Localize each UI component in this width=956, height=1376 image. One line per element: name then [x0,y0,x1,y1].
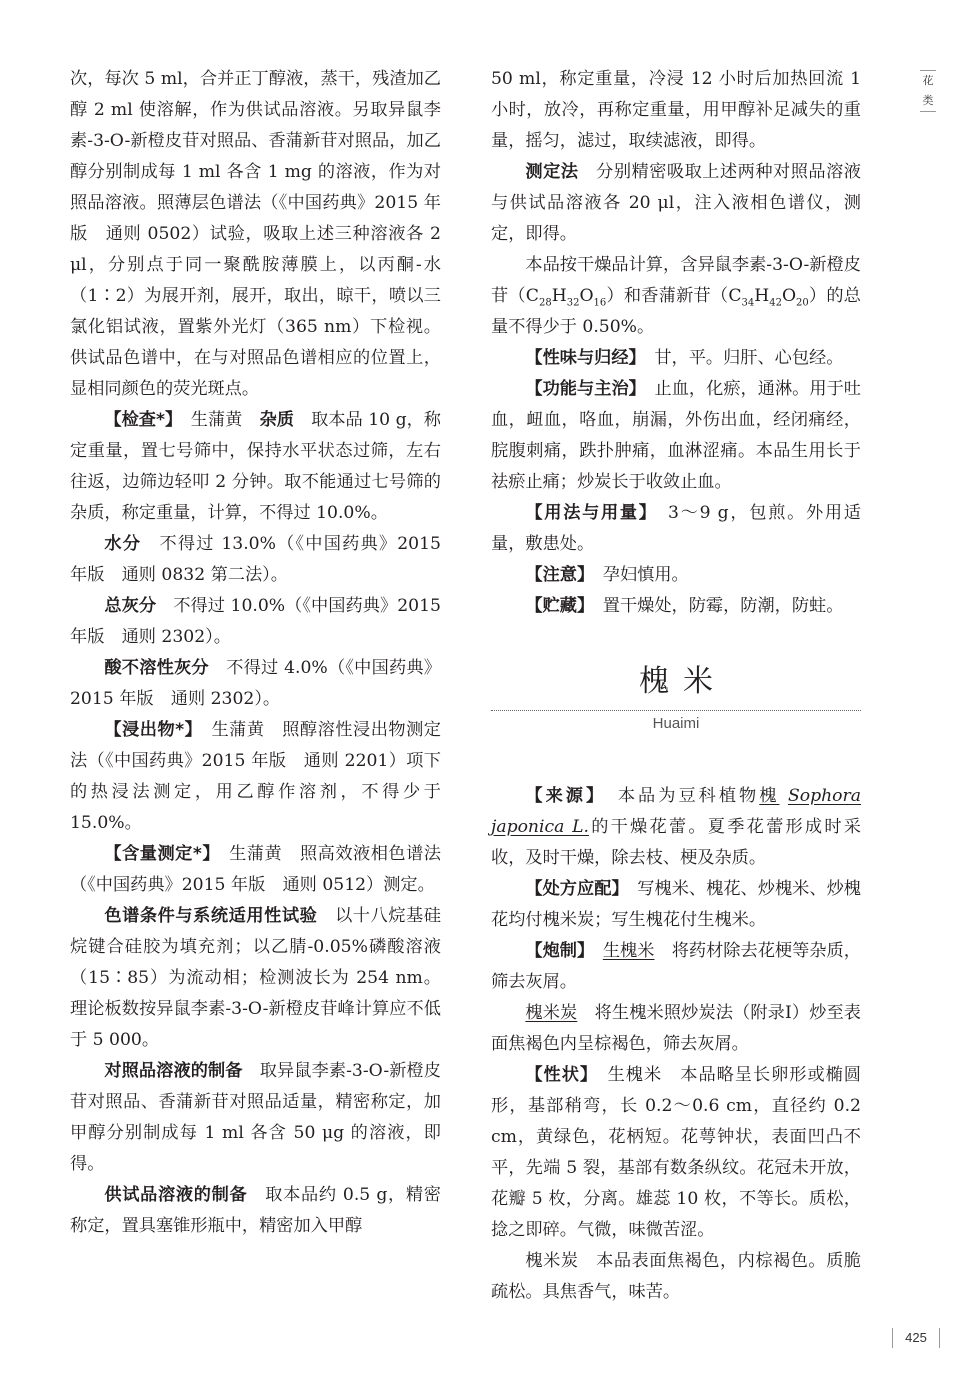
monograph-title-block [491,662,861,737]
sub-heading: 槐米炭 [525,1003,578,1023]
paragraph [70,901,441,1056]
section-heading-dosage: 【用法与用量】 [525,503,650,523]
text-run: O [781,286,797,306]
right-column [491,64,861,1308]
paragraph [491,560,861,591]
section-heading-check: 【检查*】 [104,410,174,430]
text-run: 的干燥花蕾。夏季花蕾形成时采收，及时干燥，除去枝、梗及杂质。 [491,817,861,868]
paragraph [70,591,441,653]
paragraph [491,1060,861,1246]
section-heading-description: 【性状】 [525,1065,590,1085]
paragraph-text: 不得过 10.0%（《中国药典》2015 年版 通则 2302）。 [70,596,441,647]
paragraph-text: 3～9 g，包煎。外用适量，敷患处。 [491,503,861,554]
item-heading: 酸不溶性灰分 [104,658,209,678]
paragraph-text: 照高效液相色谱法（《中国药典》2015 年版 通则 0512）测定。 [70,844,441,895]
subscript: 20 [796,297,809,309]
paragraph-text: 取本品约 0.5 g，精密称定，置具塞锥形瓶中，精密加入甲醇 [70,1185,441,1236]
paragraph [491,343,861,374]
sub-heading: 生槐米 [607,1065,663,1085]
paragraph [70,1180,441,1242]
paragraph [70,715,441,839]
paragraph [491,874,861,936]
section-tab-char-2: 类 [922,94,934,107]
text-run: ）的总量不得少于 0.50%。 [491,286,861,337]
text-run: ）和香蒲新苷（C [606,286,742,306]
left-column [70,64,441,1242]
section-heading-caution: 【注意】 [525,565,586,585]
sub-heading: 生蒲黄 [229,844,283,864]
paragraph-text: 止血，化瘀，通淋。用于吐血，衄血，咯血，崩漏，外伤出血，经闭痛经，脘腹刺痛，跌扑肿痛，血淋涩痛。本品生用长于祛瘀止痛；炒炭长于收敛止血。 [491,379,861,492]
section-heading-prescription: 【处方应配】 [525,879,621,899]
paragraph-text: 取本品 10 g，称定重量，置七号筛中，保持水平状态过筛，左右往返，边筛边轻叩 2 分钟。取不能通过七号筛的杂质，称定重量，计算，不得过 10.0%。 [70,410,441,523]
paragraph-text: 孕妇慎用。 [602,565,689,585]
paragraph [491,936,861,998]
section-heading-extract: 【浸出物*】 [104,720,194,740]
paragraph [491,157,861,250]
section-heading-function: 【功能与主治】 [525,379,638,399]
latin-name: Sophora japonica L. [491,786,861,837]
paragraph-text: 本品略呈长卵形或椭圆形，基部稍弯，长 0.2～0.6 cm，直径约 0.2 cm，黄绿色，花柄短。花萼钟状，表面凹凸不平，先端 5 裂，基部有数条纵纹。花冠未开放，花瓣 5 枚，分离。雄蕊 10 枚，不等长。质松，捻之即碎。气微，味微苦涩。 [491,1065,861,1240]
item-heading: 杂质 [259,410,294,430]
sub-heading: 生槐米 [602,941,655,961]
section-tab [918,70,938,112]
subscript: 34 [741,297,755,309]
plant-name: 槐 [759,786,780,806]
section-heading-storage: 【贮藏】 [525,596,586,616]
paragraph-text: 写槐米、槐花、炒槐米、炒槐花均付槐米炭；写生槐花付生槐米。 [491,879,861,930]
paragraph-text: 不得过 4.0%（《中国药典》2015 年版 通则 2302）。 [70,658,441,709]
section-heading-nature: 【性味与归经】 [525,348,638,368]
subscript: 32 [566,297,580,309]
paragraph-text: 甘，平。归肝、心包经。 [654,348,844,368]
paragraph: 次，每次 5 ml，合并正丁醇液，蒸干，残渣加乙醇 2 ml 使溶解，作为供试品溶液。另取异鼠李素-3-O-新橙皮苷对照品、香蒲新苷对照品，加乙醇分别制成每 1 ml 各含 1 mg 的溶液，作为对照品溶液。照薄层色谱法（《中国药典》2015 年版 通则 0502）试验，吸取上述三种溶液各 2 μl，分别点于同一聚酰胺薄膜上，以丙酮-水（1∶2）为展开剂，展开，取出，晾干，喷以三氯化铝试液，置紫外光灯（365 nm）下检视。供试品色谱中，在与对照品色谱相应的位置上，显相同颜色的荧光斑点。 [70,69,441,399]
text-run: H [551,286,567,306]
paragraph [70,1056,441,1180]
paragraph-content-limit [491,250,861,343]
monograph-pinyin: Huaimi [652,715,700,732]
paragraph-text: 将生槐米照炒炭法（附录Ⅰ）炒至表面焦褐色内呈棕褐色，筛去灰屑。 [491,1003,861,1054]
paragraph [70,405,441,529]
text-run: H [754,286,770,306]
paragraph [70,529,441,591]
paragraph-text: 取异鼠李素-3-O-新橙皮苷对照品、香蒲新苷对照品适量，精密称定，加甲醇分别制成每 1 ml 各含 50 μg 的溶液，即得。 [70,1061,441,1174]
text-run: 本品为豆科植物 [617,786,760,806]
subscript: 16 [593,297,607,309]
paragraph [70,839,441,901]
item-heading: 对照品溶液的制备 [104,1061,243,1081]
text-run: 本品按干燥品计算，含异鼠李素-3-O-新橙皮苷（C [491,255,861,306]
paragraph [491,498,861,560]
page-number: 425 [892,1328,940,1348]
monograph-title: 槐米 [639,664,727,699]
subscript: 42 [769,297,782,309]
sub-heading: 生蒲黄 [190,410,243,430]
paragraph [491,781,861,874]
section-tab-char-1: 花 [922,74,934,87]
item-heading: 水分 [104,534,142,554]
section-heading-assay: 【含量测定*】 [104,844,212,864]
paragraph-text: 照醇溶性浸出物测定法（《中国药典》2015 年版 通则 2201）项下的热浸法测定，用乙醇作溶剂，不得少于 15.0%。 [70,720,441,833]
paragraph-text: 本品表面焦褐色，内棕褐色。质脆疏松。具焦香气，味苦。 [491,1251,861,1302]
paragraph [491,998,861,1060]
paragraph-text: 将药材除去花梗等杂质，筛去灰屑。 [491,941,861,992]
item-heading: 供试品溶液的制备 [104,1185,248,1205]
item-heading: 色谱条件与系统适用性试验 [104,906,318,926]
paragraph [491,591,861,622]
section-heading-source: 【来源】 [525,786,598,806]
paragraph-text: 分别精密吸取上述两种对照品溶液与供试品溶液各 20 μl，注入液相色谱仪，测定，即得。 [491,162,861,244]
paragraph [491,374,861,498]
paragraph-text: 以十八烷基硅烷键合硅胶为填充剂；以乙腈-0.05%磷酸溶液（15∶85）为流动相；检测波长为 254 nm。理论板数按异鼠李素-3-O-新橙皮苷峰计算应不低于 5 000。 [70,906,441,1050]
sub-heading: 槐米炭 [525,1251,579,1271]
paragraph-text: 不得过 13.0%（《中国药典》2015 年版 通则 0832 第二法）。 [70,534,441,585]
item-heading: 总灰分 [104,596,157,616]
item-heading: 测定法 [525,162,579,182]
text-run: O [579,286,594,306]
paragraph-text: 置干燥处，防霉，防潮，防蛀。 [602,596,844,616]
paragraph: 50 ml，称定重量，冷浸 12 小时后加热回流 1 小时，放冷，再称定重量，用甲醇补足减失的重量，摇匀，滤过，取续滤液，即得。 [491,69,861,151]
paragraph [491,1246,861,1308]
section-heading-processing: 【炮制】 [525,941,586,961]
paragraph [70,653,441,715]
subscript: 28 [538,297,552,309]
sub-heading: 生蒲黄 [211,720,265,740]
